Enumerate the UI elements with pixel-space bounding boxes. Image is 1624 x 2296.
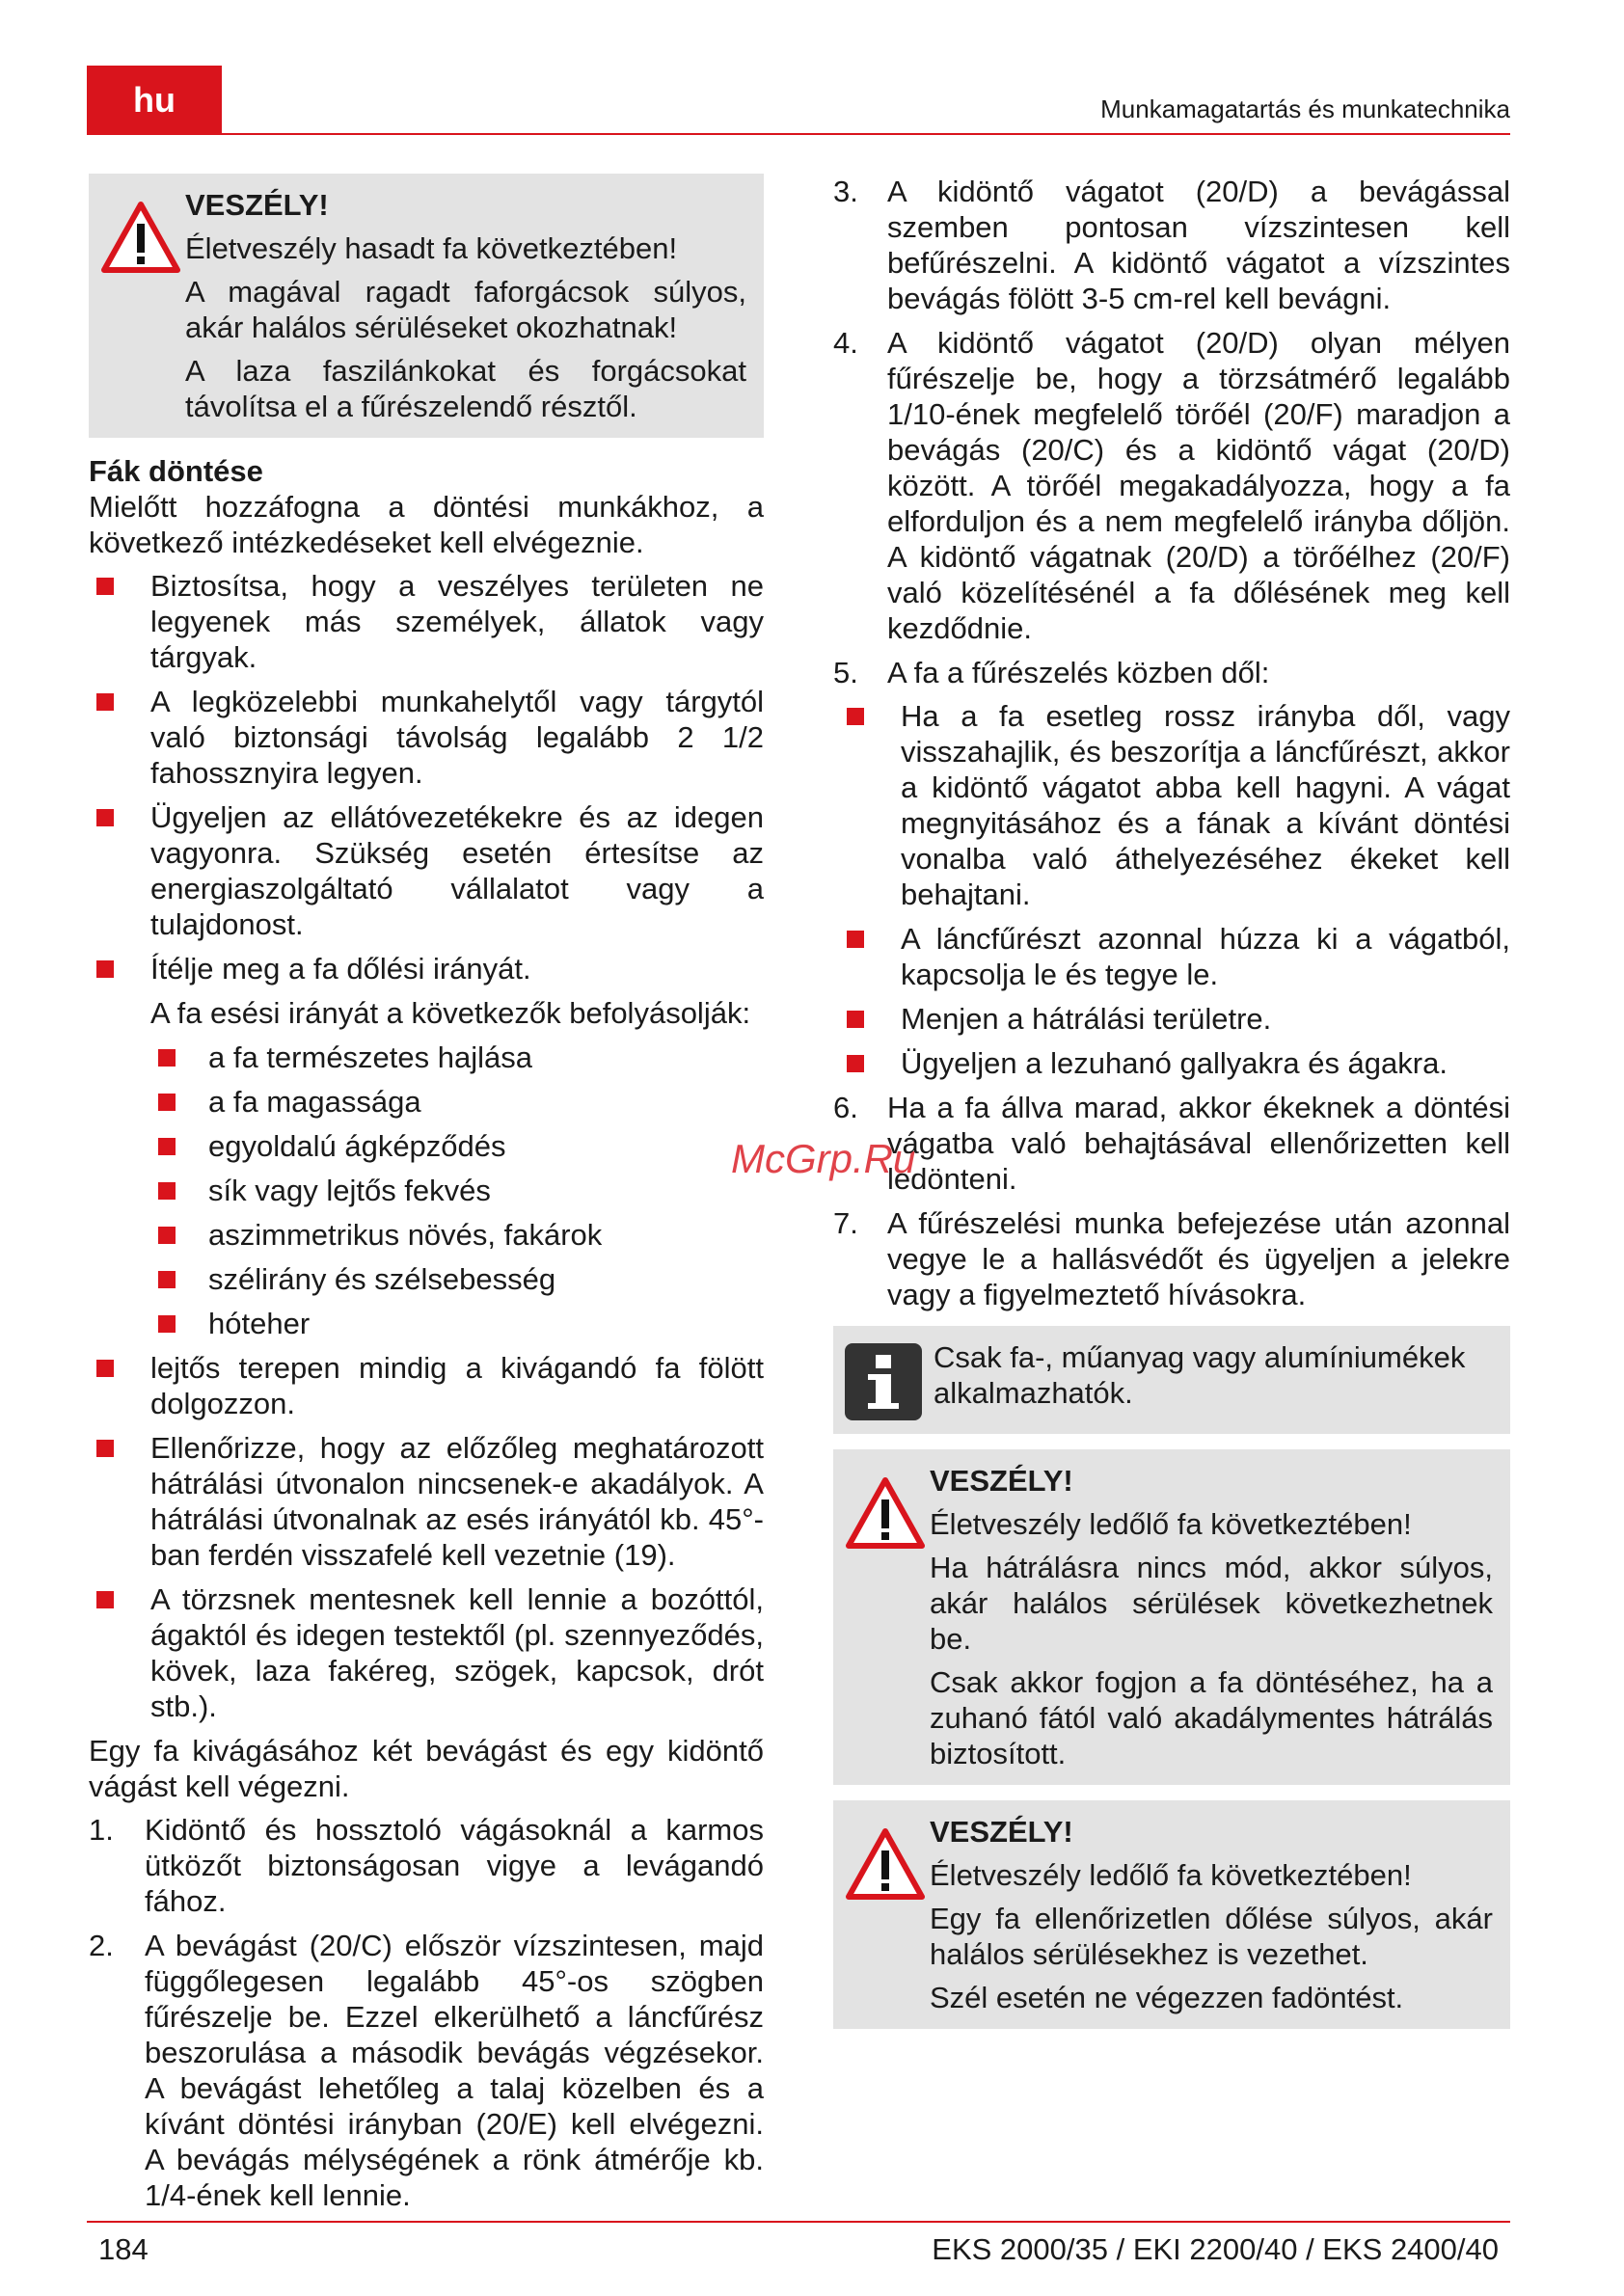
danger-line: Csak akkor fogjon a fa döntéséhez, ha a zuhanó fától való akadálymentes hátrálás biztosított.	[930, 1665, 1493, 1770]
danger-line: Ha hátrálásra nincs mód, akkor súlyos, akár halálos sérülések következhetnek be.	[930, 1551, 1493, 1656]
influence-list	[149, 1040, 764, 1341]
step-number: 3.	[833, 175, 858, 208]
list-item: Ítélje meg a fa dőlési irányát.	[89, 951, 764, 986]
list-item: szélirány és szélsebesség	[149, 1261, 764, 1297]
info-box-wedges	[833, 1326, 1510, 1434]
step-text: Kidöntő és hossztoló vágásoknál a karmos ütközőt biztonságosan vigye a levágandó fához.	[145, 1813, 764, 1918]
language-tab: hu	[87, 66, 222, 135]
page-number: 184	[98, 2232, 149, 2266]
step-item	[833, 174, 1510, 316]
danger-box-uncontrolled-fall	[833, 1800, 1510, 2029]
cut-intro-paragraph: Egy fa kivágásához két bevágást és egy kidöntő vágást kell végezni.	[89, 1734, 764, 1803]
danger-title: VESZÉLY!	[930, 1815, 1073, 1849]
info-icon	[845, 1339, 934, 1420]
danger-line: Életveszély ledőlő fa következtében!	[930, 1858, 1412, 1892]
cut-steps-list	[89, 1812, 764, 2213]
watermark: McGrp.Ru	[731, 1136, 916, 1181]
header-divider	[87, 133, 1510, 135]
list-item: Ellenőrizze, hogy az előzőleg meghatározott hátrálási útvonalon nincsenek-e akadályok. A hátrálási útvonalnak az esés irányától kb. 45°-ban ferdén visszafelé kell vezetnie (19).	[89, 1430, 764, 1573]
step-item	[89, 1928, 764, 2213]
left-column	[89, 174, 764, 2222]
step-number: 1.	[89, 1813, 114, 1847]
step-text: A fűrészelési munka befejezése után azonnal vegye le a hallásvédőt és ügyeljen a jelekre vagy a figyelmeztető hívásokra.	[887, 1206, 1510, 1311]
danger-title: VESZÉLY!	[185, 188, 329, 222]
preparation-list	[89, 568, 764, 986]
step-text: Ha a fa állva marad, akkor ékeknek a döntési vágatba való behajtásával ellenőrizetten kell ledönteni.	[887, 1091, 1510, 1196]
list-item: hóteher	[149, 1306, 764, 1341]
step-number: 6.	[833, 1091, 858, 1124]
list-item: sík vagy lejtős fekvés	[149, 1173, 764, 1208]
step-item	[833, 325, 1510, 646]
step-item	[833, 1090, 1510, 1197]
list-item: lejtős terepen mindig a kivágandó fa fölött dolgozzon.	[89, 1350, 764, 1421]
warning-triangle-icon	[845, 1463, 930, 1771]
list-item: Ügyeljen a lezuhanó gallyakra és ágakra.	[833, 1045, 1510, 1081]
warning-triangle-icon	[845, 1814, 930, 2015]
danger-line: Egy fa ellenőrizetlen dőlése súlyos, akár halálos sérülésekhez is vezethet.	[930, 1902, 1493, 1971]
footer-divider	[87, 2221, 1510, 2223]
danger-box-falling-tree	[833, 1449, 1510, 1785]
list-item: A láncfűrészt azonnal húzza ki a vágatból, kapcsolja le és tegye le.	[833, 921, 1510, 992]
step-number: 2.	[89, 1929, 114, 1962]
step-text: A fa a fűrészelés közben dől:	[887, 656, 1270, 689]
step-item	[89, 1812, 764, 1919]
danger-line: Szél esetén ne végezzen fadöntést.	[930, 1981, 1404, 2014]
list-item: aszimmetrikus növés, fakárok	[149, 1217, 764, 1253]
list-item: Biztosítsa, hogy a veszélyes területen ne legyenek más személyek, állatok vagy tárgyak.	[89, 568, 764, 675]
list-item: A törzsnek mentesnek kell lennie a bozóttól, ágaktól és idegen testektől (pl. szennyeződés, kövek, laza fakéreg, szögek, kapcsok, drót stb.).	[89, 1581, 764, 1724]
cut-steps-list-continued	[833, 174, 1510, 1312]
danger-line: Életveszély ledőlő fa következtében!	[930, 1507, 1412, 1541]
danger-box-split-wood	[89, 174, 764, 438]
step-number: 4.	[833, 326, 858, 360]
list-item: a fa magassága	[149, 1084, 764, 1120]
list-item: egyoldalú ágképződés	[149, 1128, 764, 1164]
list-item: A legközelebbi munkahelytől vagy tárgytól való biztonsági távolság legalább 2 1/2 fahossznyira legyen.	[89, 684, 764, 791]
list-item: a fa természetes hajlása	[149, 1040, 764, 1075]
intro-paragraph: Mielőtt hozzáfogna a döntési munkákhoz, a következő intézkedéseket kell elvégeznie.	[89, 490, 764, 559]
list-item: Menjen a hátrálási területre.	[833, 1001, 1510, 1037]
section-title: Munkamagatartás és munkatechnika	[1100, 95, 1510, 123]
danger-line: Életveszély hasadt fa következtében!	[185, 231, 678, 265]
step-number: 7.	[833, 1206, 858, 1240]
step-number: 5.	[833, 656, 858, 689]
model-names: EKS 2000/35 / EKI 2200/40 / EKS 2400/40	[932, 2232, 1499, 2266]
step-item	[833, 1205, 1510, 1312]
danger-line: A laza faszilánkokat és forgácsokat távolítsa el a fűrészelendő résztől.	[185, 354, 746, 423]
list-item: Ha a fa esetleg rossz irányba dől, vagy visszahajlik, és beszorítja a láncfűrészt, akkor a kidöntő vágatot abba kell hagyni. A vágat megnyitásához és a fának a kívánt döntési vonalba való áthelyezéséhez ékeket kell behajtani.	[833, 698, 1510, 912]
step-text: A kidöntő vágatot (20/D) olyan mélyen fűrészelje be, hogy a törzsátmérő legalább 1/10-ének megfelelő törőél (20/F) maradjon a bevágás (20/C) és a kidöntő vágat (20/D) között. A törőél megakadályozza, hogy a fa elforduljon és a nem megfelelő irányba dőljön. A kidöntő vágatnak (20/D) a törőélhez (20/F) való közelítésénél a fa dőlésének meg kell kezdődnie.	[887, 326, 1510, 645]
step-text: A bevágást (20/C) először vízszintesen, majd függőlegesen legalább 45°-os szögben fűrészelje be. Ezzel elkerülhető a láncfűrész beszorulása a második bevágás végzésekor. A bevágást lehetőleg a talaj közelben és a kívánt döntési irányban (20/E) kell elvégezni. A bevágás mélységének a rönk átmérője kb. 1/4-ének kell lennie.	[145, 1929, 764, 2212]
right-column	[833, 174, 1510, 2044]
danger-line: A magával ragadt faforgácsok súlyos, akár halálos sérüléseket okozhatnak!	[185, 275, 746, 344]
step-text: A kidöntő vágatot (20/D) a bevágással szemben pontosan vízszintesen kell befűrészelni. A kidöntő vágatot a vízszintes bevágás fölött 3-5 cm-rel kell bevágni.	[887, 175, 1510, 315]
preparation-list-continued	[89, 1350, 764, 1724]
influence-intro: A fa esési irányát a következők befolyásolják:	[150, 996, 751, 1030]
info-text: Csak fa-, műanyag vagy alumíniumékek alkalmazhatók.	[934, 1340, 1466, 1410]
heading-tree-felling: Fák döntése	[89, 454, 263, 488]
danger-title: VESZÉLY!	[930, 1464, 1073, 1498]
step-item	[833, 655, 1510, 1081]
list-item: Ügyeljen az ellátóvezetékekre és az idegen vagyonra. Szükség esetén értesítse az energiaszolgáltató vállalatot vagy a tulajdonost.	[89, 799, 764, 942]
falling-tree-list	[833, 698, 1510, 1081]
warning-triangle-icon	[100, 187, 185, 424]
